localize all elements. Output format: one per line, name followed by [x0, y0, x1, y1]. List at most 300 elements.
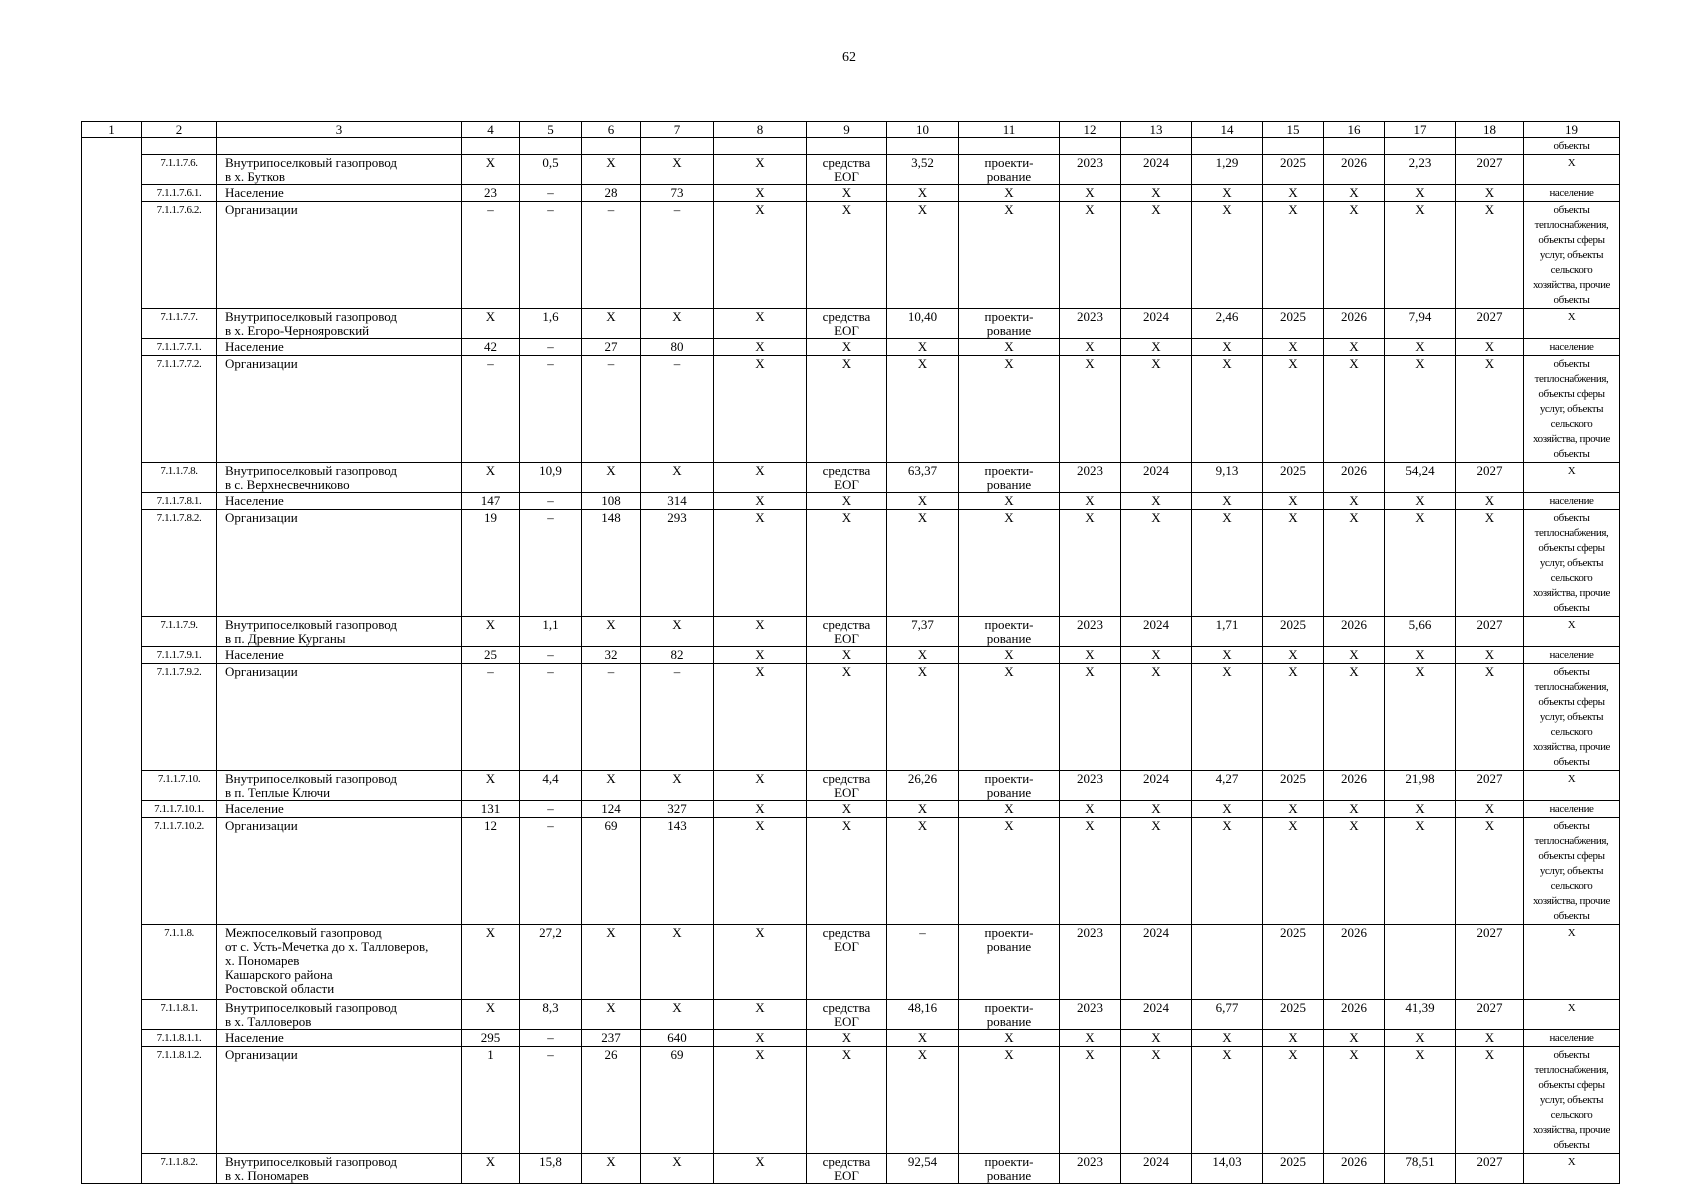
table-cell-col-10: X: [887, 1047, 959, 1154]
table-cell-col-2: 7.1.1.8.1.1.: [142, 1030, 217, 1047]
table-cell-col-3: Организации: [217, 202, 462, 309]
table-cell-col-8: X: [714, 1000, 807, 1030]
table-row: [82, 202, 1620, 309]
table-cell-col-5: 10,9: [520, 463, 582, 493]
table-cell-col-13: 2024: [1121, 925, 1192, 1000]
table-cell-col-19: X: [1524, 617, 1620, 647]
table-cell-col-19: население: [1524, 339, 1620, 356]
table-row: [82, 1000, 1620, 1030]
table-cell-col-12: X: [1060, 510, 1121, 617]
table-cell-col-5: 27,2: [520, 925, 582, 1000]
table-cell-col-6: X: [582, 463, 641, 493]
table-row: [82, 664, 1620, 771]
table-cell-col-3: Организации: [217, 356, 462, 463]
table-cell-col-19: население: [1524, 493, 1620, 510]
table-cell-col-7: 82: [641, 647, 714, 664]
table-cell-col-11: X: [959, 647, 1060, 664]
table-cell-col-14: 1,71: [1192, 617, 1263, 647]
table-cell-col-10: X: [887, 510, 959, 617]
column-number-cell: 14: [1192, 122, 1263, 138]
column-number-cell: 7: [641, 122, 714, 138]
table-cell-col-16: 2026: [1324, 1000, 1385, 1030]
table-cell-col-18: X: [1456, 801, 1524, 818]
table-cell-col-18: X: [1456, 664, 1524, 771]
table-cell-col-8: X: [714, 925, 807, 1000]
table-cell-col-4: 23: [462, 185, 520, 202]
table-cell-col-9: X: [807, 1030, 887, 1047]
table-cell-col-11: проекти- рование: [959, 1154, 1060, 1184]
table-cell-col-13: 2024: [1121, 1000, 1192, 1030]
table-cell-col-4: 295: [462, 1030, 520, 1047]
table-cell-col-14: X: [1192, 339, 1263, 356]
table-cell-col-7: 327: [641, 801, 714, 818]
table-cell-col-4: X: [462, 1000, 520, 1030]
table-cell-col-3: [217, 138, 462, 155]
table-cell-col-10: 48,16: [887, 1000, 959, 1030]
table-cell-col-9: X: [807, 664, 887, 771]
table-cell-col-9: X: [807, 202, 887, 309]
table-cell-col-12: 2023: [1060, 925, 1121, 1000]
table-cell-col-12: X: [1060, 202, 1121, 309]
table-cell-col-18: [1456, 138, 1524, 155]
table-cell-col-5: [520, 138, 582, 155]
table-cell-col-14: X: [1192, 493, 1263, 510]
column-number-cell: 19: [1524, 122, 1620, 138]
table-cell-col-13: X: [1121, 1047, 1192, 1154]
table-cell-col-17: X: [1385, 202, 1456, 309]
table-row: [82, 463, 1620, 493]
table-cell-col-14: X: [1192, 202, 1263, 309]
table-cell-col-7: X: [641, 1154, 714, 1184]
table-cell-col-19: X: [1524, 155, 1620, 185]
table-cell-col-5: 15,8: [520, 1154, 582, 1184]
table-cell-col-4: X: [462, 1154, 520, 1184]
table-cell-col-6: 69: [582, 818, 641, 925]
table-cell-col-9: средства ЕОГ: [807, 463, 887, 493]
table-cell-col-10: X: [887, 356, 959, 463]
table-cell-col-6: 32: [582, 647, 641, 664]
table-cell-col-7: X: [641, 771, 714, 801]
table-cell-col-4: –: [462, 202, 520, 309]
column-number-cell: 18: [1456, 122, 1524, 138]
table-cell-col-16: X: [1324, 185, 1385, 202]
table-cell-col-8: X: [714, 155, 807, 185]
table-cell-col-2: 7.1.1.8.1.2.: [142, 1047, 217, 1154]
table-cell-col-18: X: [1456, 647, 1524, 664]
page-number: 62: [842, 50, 856, 65]
table-cell-col-3: Население: [217, 801, 462, 818]
table-cell-col-15: 2025: [1263, 309, 1324, 339]
table-cell-col-2: 7.1.1.7.7.2.: [142, 356, 217, 463]
table-cell-col-16: X: [1324, 1030, 1385, 1047]
table-cell-col-12: 2023: [1060, 617, 1121, 647]
table-cell-col-8: X: [714, 818, 807, 925]
table-cell-col-13: 2024: [1121, 155, 1192, 185]
table-cell-col-5: –: [520, 510, 582, 617]
table-cell-col-3: Население: [217, 493, 462, 510]
table-cell-col-2: 7.1.1.7.7.1.: [142, 339, 217, 356]
table-cell-col-10: X: [887, 1030, 959, 1047]
table-cell-col-2: 7.1.1.8.1.: [142, 1000, 217, 1030]
table-cell-col-10: X: [887, 647, 959, 664]
table-cell-col-5: 0,5: [520, 155, 582, 185]
table-cell-col-12: X: [1060, 1047, 1121, 1154]
table-cell-col-17: X: [1385, 510, 1456, 617]
table-row: [82, 155, 1620, 185]
table-cell-col-19: объекты теплоснабжения, объекты сферы услуг, объекты сельского хозяйства, прочие объекты: [1524, 664, 1620, 771]
table-cell-col-11: X: [959, 1030, 1060, 1047]
table-cell-col-2: 7.1.1.7.7.: [142, 309, 217, 339]
table-cell-col-7: 69: [641, 1047, 714, 1154]
table-cell-col-19: X: [1524, 463, 1620, 493]
table-cell-col-14: X: [1192, 510, 1263, 617]
table-cell-col-9: средства ЕОГ: [807, 309, 887, 339]
table-cell-col-5: –: [520, 647, 582, 664]
table-cell-col-19: X: [1524, 925, 1620, 1000]
table-cell-col-17: 41,39: [1385, 1000, 1456, 1030]
table-cell-col-15: 2025: [1263, 617, 1324, 647]
table-cell-col-16: X: [1324, 818, 1385, 925]
table-cell-col-15: 2025: [1263, 771, 1324, 801]
table-cell-col-3: Организации: [217, 510, 462, 617]
table-cell-col-16: X: [1324, 356, 1385, 463]
column-number-cell: 9: [807, 122, 887, 138]
table-cell-col-5: –: [520, 202, 582, 309]
column-number-cell: 11: [959, 122, 1060, 138]
table-cell-col-8: X: [714, 356, 807, 463]
table-cell-col-17: 54,24: [1385, 463, 1456, 493]
table-row: [82, 771, 1620, 801]
table-cell-col-18: X: [1456, 818, 1524, 925]
table-cell-col-17: X: [1385, 493, 1456, 510]
table-cell-col-10: 26,26: [887, 771, 959, 801]
table-cell-col-17: X: [1385, 1047, 1456, 1154]
table-cell-col-16: X: [1324, 202, 1385, 309]
table-cell-col-7: X: [641, 155, 714, 185]
column-number-cell: 17: [1385, 122, 1456, 138]
table-cell-col-2: 7.1.1.7.6.: [142, 155, 217, 185]
table-cell-col-8: X: [714, 647, 807, 664]
table-cell-col-13: X: [1121, 356, 1192, 463]
table-cell-col-19: X: [1524, 309, 1620, 339]
table-cell-col-4: 147: [462, 493, 520, 510]
table-cell-col-3: Межпоселковый газопровод от с. Усть-Мечетка до х. Талловеров, х. Пономарев Кашарского района Ростовской области: [217, 925, 462, 1000]
table-cell-col-9: X: [807, 493, 887, 510]
table-cell-col-16: X: [1324, 339, 1385, 356]
table-cell-col-10: –: [887, 925, 959, 1000]
table-cell-col-2: 7.1.1.7.6.2.: [142, 202, 217, 309]
table-cell-col-16: 2026: [1324, 463, 1385, 493]
table-cell-col-9: X: [807, 1047, 887, 1154]
table-cell-col-14: [1192, 138, 1263, 155]
table-cell-col-13: X: [1121, 664, 1192, 771]
table-cell-col-12: 2023: [1060, 771, 1121, 801]
table-cell-col-11: проекти- рование: [959, 925, 1060, 1000]
column-number-cell: 13: [1121, 122, 1192, 138]
table-cell-col-16: 2026: [1324, 617, 1385, 647]
table-cell-col-8: X: [714, 1030, 807, 1047]
table-cell-col-19: население: [1524, 647, 1620, 664]
table-cell-col-16: X: [1324, 647, 1385, 664]
table-cell-col-14: 6,77: [1192, 1000, 1263, 1030]
table-cell-col-6: 26: [582, 1047, 641, 1154]
table-row: [82, 818, 1620, 925]
table-cell-col-2: 7.1.1.7.8.2.: [142, 510, 217, 617]
table-cell-col-9: X: [807, 356, 887, 463]
table-cell-col-13: X: [1121, 202, 1192, 309]
table-cell-col-14: 4,27: [1192, 771, 1263, 801]
table-cell-col-7: 73: [641, 185, 714, 202]
table-cell-col-4: X: [462, 925, 520, 1000]
table-cell-col-6: X: [582, 1000, 641, 1030]
table-cell-col-12: X: [1060, 818, 1121, 925]
table-cell-col-7: –: [641, 356, 714, 463]
table-cell-col-2: 7.1.1.7.10.2.: [142, 818, 217, 925]
column-number-cell: 15: [1263, 122, 1324, 138]
gas-pipeline-table: [81, 121, 1620, 1184]
table-cell-col-10: X: [887, 801, 959, 818]
table-cell-col-6: [582, 138, 641, 155]
table-cell-col-7: 314: [641, 493, 714, 510]
table-cell-col-11: X: [959, 801, 1060, 818]
table-cell-col-17: X: [1385, 339, 1456, 356]
table-cell-col-13: X: [1121, 510, 1192, 617]
table-cell-col-3: Организации: [217, 1047, 462, 1154]
table-cell-col-11: X: [959, 185, 1060, 202]
table-cell-col-12: X: [1060, 356, 1121, 463]
table-cell-col-2: 7.1.1.7.6.1.: [142, 185, 217, 202]
table-cell-col-5: –: [520, 339, 582, 356]
table-row: [82, 1030, 1620, 1047]
table-body: [82, 122, 1620, 1184]
table-cell-col-13: 2024: [1121, 1154, 1192, 1184]
table-cell-col-15: X: [1263, 493, 1324, 510]
table-cell-col-10: X: [887, 202, 959, 309]
table-row: [82, 925, 1620, 1000]
table-cell-col-18: 2027: [1456, 155, 1524, 185]
table-cell-col-16: 2026: [1324, 1154, 1385, 1184]
table-cell-col-2: 7.1.1.7.10.: [142, 771, 217, 801]
table-cell-col-15: X: [1263, 185, 1324, 202]
table-cell-col-12: X: [1060, 339, 1121, 356]
table-cell-col-12: 2023: [1060, 1154, 1121, 1184]
table-cell-col-7: 293: [641, 510, 714, 617]
table-row: [82, 138, 1620, 155]
column-1-cell: [82, 138, 142, 1184]
table-cell-col-10: [887, 138, 959, 155]
table-cell-col-19: объекты теплоснабжения, объекты сферы услуг, объекты сельского хозяйства, прочие объекты: [1524, 510, 1620, 617]
table-cell-col-7: X: [641, 925, 714, 1000]
table-cell-col-18: 2027: [1456, 1000, 1524, 1030]
table-cell-col-7: X: [641, 463, 714, 493]
table-cell-col-4: –: [462, 664, 520, 771]
table-cell-col-18: X: [1456, 1030, 1524, 1047]
table-cell-col-7: X: [641, 617, 714, 647]
table-cell-col-15: X: [1263, 356, 1324, 463]
table-cell-col-4: –: [462, 356, 520, 463]
table-cell-col-6: –: [582, 664, 641, 771]
table-cell-col-14: X: [1192, 818, 1263, 925]
table-cell-col-19: объекты теплоснабжения, объекты сферы услуг, объекты сельского хозяйства, прочие объекты: [1524, 818, 1620, 925]
table-cell-col-12: 2023: [1060, 155, 1121, 185]
table-cell-col-15: 2025: [1263, 463, 1324, 493]
table-cell-col-4: X: [462, 771, 520, 801]
table-cell-col-5: –: [520, 493, 582, 510]
table-cell-col-19: объекты теплоснабжения, объекты сферы услуг, объекты сельского хозяйства, прочие объекты: [1524, 202, 1620, 309]
table-cell-col-17: X: [1385, 647, 1456, 664]
table-cell-col-6: X: [582, 309, 641, 339]
table-cell-col-14: X: [1192, 664, 1263, 771]
table-cell-col-7: 640: [641, 1030, 714, 1047]
table-cell-col-5: 8,3: [520, 1000, 582, 1030]
table-cell-col-13: 2024: [1121, 617, 1192, 647]
table-cell-col-18: X: [1456, 510, 1524, 617]
table-cell-col-5: –: [520, 1030, 582, 1047]
table-row: [82, 647, 1620, 664]
table-cell-col-17: 78,51: [1385, 1154, 1456, 1184]
table-cell-col-3: Внутрипоселковый газопровод в х. Пономарев: [217, 1154, 462, 1184]
table-cell-col-17: X: [1385, 1030, 1456, 1047]
table-cell-col-12: X: [1060, 801, 1121, 818]
table-cell-col-13: 2024: [1121, 463, 1192, 493]
table-cell-col-13: X: [1121, 647, 1192, 664]
table-cell-col-11: проекти- рование: [959, 155, 1060, 185]
table-cell-col-5: –: [520, 818, 582, 925]
table-cell-col-17: 7,94: [1385, 309, 1456, 339]
table-cell-col-8: X: [714, 510, 807, 617]
table-cell-col-11: проекти- рование: [959, 309, 1060, 339]
table-cell-col-16: X: [1324, 1047, 1385, 1154]
table-cell-col-3: Внутрипоселковый газопровод в х. Бутков: [217, 155, 462, 185]
table-row: [82, 1047, 1620, 1154]
table-cell-col-6: X: [582, 155, 641, 185]
table-cell-col-16: X: [1324, 510, 1385, 617]
table-cell-col-14: X: [1192, 1047, 1263, 1154]
table-cell-col-10: 92,54: [887, 1154, 959, 1184]
table-cell-col-7: 143: [641, 818, 714, 925]
table-cell-col-10: 7,37: [887, 617, 959, 647]
table-cell-col-5: –: [520, 664, 582, 771]
table-cell-col-10: X: [887, 664, 959, 771]
table-cell-col-3: Внутрипоселковый газопровод в с. Верхнесвечниково: [217, 463, 462, 493]
table-cell-col-17: [1385, 925, 1456, 1000]
table-row: [82, 356, 1620, 463]
table-row: [82, 1154, 1620, 1184]
column-number-cell: 16: [1324, 122, 1385, 138]
table-cell-col-16: 2026: [1324, 155, 1385, 185]
table-cell-col-13: X: [1121, 1030, 1192, 1047]
table-cell-col-11: проекти- рование: [959, 463, 1060, 493]
table-cell-col-15: X: [1263, 510, 1324, 617]
table-row: [82, 617, 1620, 647]
table-row: [82, 510, 1620, 617]
column-number-cell: 5: [520, 122, 582, 138]
table-cell-col-12: X: [1060, 664, 1121, 771]
table-cell-col-5: 4,4: [520, 771, 582, 801]
table-cell-col-14: 1,29: [1192, 155, 1263, 185]
table-cell-col-7: X: [641, 309, 714, 339]
table-cell-col-9: средства ЕОГ: [807, 1154, 887, 1184]
table-cell-col-8: X: [714, 339, 807, 356]
table-row: [82, 493, 1620, 510]
table-cell-col-16: [1324, 138, 1385, 155]
table-cell-col-16: X: [1324, 493, 1385, 510]
table-cell-col-8: X: [714, 185, 807, 202]
table-cell-col-15: 2025: [1263, 1154, 1324, 1184]
table-cell-col-12: 2023: [1060, 309, 1121, 339]
table-cell-col-5: 1,1: [520, 617, 582, 647]
table-cell-col-16: 2026: [1324, 771, 1385, 801]
table-cell-col-3: Организации: [217, 818, 462, 925]
table-cell-col-19: X: [1524, 1000, 1620, 1030]
table-cell-col-14: 9,13: [1192, 463, 1263, 493]
table-cell-col-10: 3,52: [887, 155, 959, 185]
table-cell-col-19: X: [1524, 771, 1620, 801]
table-cell-col-2: 7.1.1.7.9.1.: [142, 647, 217, 664]
table-cell-col-15: X: [1263, 647, 1324, 664]
table-row: [82, 185, 1620, 202]
table-cell-col-3: Население: [217, 339, 462, 356]
column-number-cell: 4: [462, 122, 520, 138]
table-cell-col-6: X: [582, 617, 641, 647]
table-cell-col-12: 2023: [1060, 1000, 1121, 1030]
table-cell-col-4: 25: [462, 647, 520, 664]
table-cell-col-8: X: [714, 801, 807, 818]
table-cell-col-8: X: [714, 664, 807, 771]
table-cell-col-12: 2023: [1060, 463, 1121, 493]
table-cell-col-14: [1192, 925, 1263, 1000]
table-cell-col-2: [142, 138, 217, 155]
table-cell-col-9: средства ЕОГ: [807, 617, 887, 647]
table-cell-col-4: 19: [462, 510, 520, 617]
table-cell-col-8: X: [714, 771, 807, 801]
table-cell-col-2: 7.1.1.8.2.: [142, 1154, 217, 1184]
table-cell-col-8: X: [714, 617, 807, 647]
table-cell-col-14: X: [1192, 801, 1263, 818]
table-cell-col-12: [1060, 138, 1121, 155]
column-number-cell: 1: [82, 122, 142, 138]
table-cell-col-10: X: [887, 818, 959, 925]
table-cell-col-12: X: [1060, 1030, 1121, 1047]
table-cell-col-11: X: [959, 493, 1060, 510]
table-cell-col-6: X: [582, 925, 641, 1000]
table-cell-col-2: 7.1.1.7.9.2.: [142, 664, 217, 771]
table-cell-col-2: 7.1.1.7.10.1.: [142, 801, 217, 818]
table-cell-col-10: 10,40: [887, 309, 959, 339]
table-cell-col-17: X: [1385, 356, 1456, 463]
table-cell-col-11: проекти- рование: [959, 1000, 1060, 1030]
table-cell-col-9: средства ЕОГ: [807, 771, 887, 801]
table-cell-col-4: 42: [462, 339, 520, 356]
column-number-cell: 10: [887, 122, 959, 138]
table-cell-col-18: X: [1456, 1047, 1524, 1154]
table-cell-col-9: средства ЕОГ: [807, 925, 887, 1000]
table-cell-col-8: X: [714, 463, 807, 493]
table-cell-col-7: X: [641, 1000, 714, 1030]
table-cell-col-13: X: [1121, 339, 1192, 356]
table-cell-col-3: Внутрипоселковый газопровод в п. Древние Курганы: [217, 617, 462, 647]
table-row: [82, 309, 1620, 339]
table-cell-col-12: X: [1060, 185, 1121, 202]
table-cell-col-8: X: [714, 493, 807, 510]
table-cell-col-8: [714, 138, 807, 155]
column-number-cell: 8: [714, 122, 807, 138]
table-cell-col-3: Внутрипоселковый газопровод в х. Талловеров: [217, 1000, 462, 1030]
column-number-cell: 12: [1060, 122, 1121, 138]
table-cell-col-2: 7.1.1.7.8.: [142, 463, 217, 493]
table-cell-col-17: 2,23: [1385, 155, 1456, 185]
table-cell-col-6: 124: [582, 801, 641, 818]
